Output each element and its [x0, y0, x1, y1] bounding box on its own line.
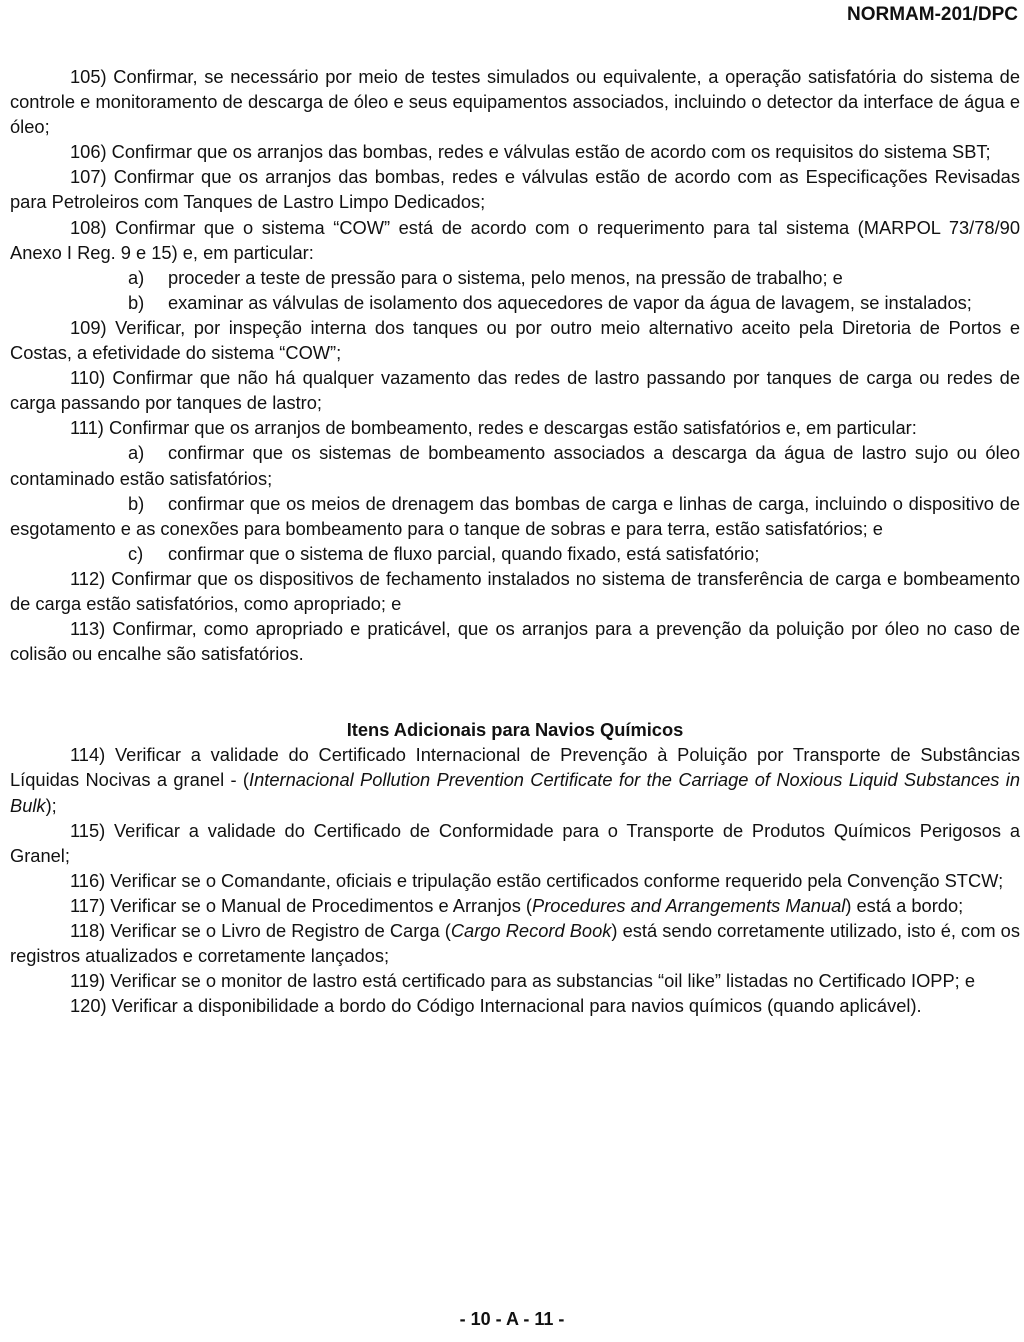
item-114 [10, 742, 1020, 817]
item-111-a [10, 440, 1020, 490]
item-111-c-text: confirmar que o sistema de fluxo parcial, quando fixado, está satisfatório; [168, 542, 760, 564]
item-111: 111) Confirmar que os arranjos de bombeamento, redes e descargas estão satisfatórios e, em particular: [70, 417, 917, 439]
item-114-text: 114) Verificar a validade do Certificado Internacional de Prevenção à Poluição por Transporte de Substâncias Líquidas Nocivas a granel - ( [10, 744, 1020, 791]
item-118-text: 118) Verificar se o Livro de Registro de Carga ( [70, 920, 451, 941]
item-109: 109) Verificar, por inspeção interna dos tanques ou por outro meio alternativo aceito pela Diretoria de Portos e Costas, a efetividade do sistema “COW”; [10, 316, 1020, 364]
item-118-english: Cargo Record Book [450, 920, 612, 941]
item-118 [10, 918, 1020, 968]
page-number: - 10 - A - 11 - [459, 1309, 565, 1329]
item-116: 116) Verificar se o Comandante, oficiais e tripulação estão certificados conforme requerido pela Convenção STCW; [70, 869, 1004, 891]
item-111-b-text: confirmar que os meios de drenagem das bombas de carga e linhas de carga, incluindo o dispositivo de esgotamento e as conexões para bombeamento para o tanque de sobras e para terra, estão satisfatórios; e [10, 492, 1020, 539]
item-114-english: Internacional Pollution Prevention Certificate for the Carriage of Noxious Liquid Substances in Bulk [10, 769, 1020, 816]
item-111-b [10, 491, 1020, 541]
item-117-english: Procedures and Arrangements Manual [532, 894, 846, 916]
document-code: NORMAM-201/DPC [846, 4, 1018, 25]
item-111-c-label: c) [128, 542, 144, 564]
item-119: 119) Verificar se o monitor de lastro está certificado para as substancias “oil like” listadas no Certificado IOPP; e [70, 970, 976, 992]
item-108-a-label: a) [128, 266, 145, 288]
item-108-a [10, 265, 1020, 290]
item-108: 108) Confirmar que o sistema “COW” está de acordo com o requerimento para tal sistema (MARPOL 73/78/90 Anexo I Reg. 9 e 15) e, em particular: [10, 216, 1020, 263]
item-118-end: ) está sendo corretamente utilizado, isto é, com os registros atualizados e corretamente lançados; [10, 920, 1020, 967]
item-108-b-label: b) [128, 291, 145, 313]
item-117-end: ) está a bordo; [845, 894, 964, 916]
item-106: 106) Confirmar que os arranjos das bombas, redes e válvulas estão de acordo com os requisitos do sistema SBT; [70, 141, 991, 163]
item-111-c [10, 541, 1020, 566]
item-105: 105) Confirmar, se necessário por meio de testes simulados ou equivalente, a operação satisfatória do sistema de controle e monitoramento de descarga de óleo e seus equipamentos associados, incluindo o detector da interface de água e óleo; [10, 66, 1020, 138]
item-108-a-text: proceder a teste de pressão para o sistema, pelo menos, na pressão de trabalho; e [168, 266, 843, 288]
section-spacer [10, 666, 1020, 717]
item-120: 120) Verificar a disponibilidade a bordo do Código Internacional para navios químicos (quando aplicável). [70, 995, 922, 1017]
item-110: 110) Confirmar que não há qualquer vazamento das redes de lastro passando por tanques de carga ou redes de carga passando por tanques de lastro; [10, 367, 1020, 414]
item-114-end: ); [45, 794, 57, 816]
item-117-text: 117) Verificar se o Manual de Procedimentos e Arranjos ( [70, 894, 533, 916]
item-111-b-label: b) [128, 492, 145, 514]
item-111-a-label: a) [128, 442, 145, 464]
section-title: Itens Adicionais para Navios Químicos [346, 719, 684, 741]
item-115: 115) Verificar a validade do Certificado de Conformidade para o Transporte de Produtos Químicos Perigosos a Granel; [10, 819, 1020, 866]
item-112: 112) Confirmar que os dispositivos de fechamento instalados no sistema de transferência de carga e bombeamento de carga estão satisfatórios, como apropriado; e [10, 567, 1020, 614]
item-111-a-text: confirmar que os sistemas de bombeamento associados a descarga da água de lastro sujo ou óleo contaminado estão satisfatórios; [10, 442, 1020, 489]
item-108-b [10, 290, 1020, 315]
item-113: 113) Confirmar, como apropriado e praticável, que os arranjos para a prevenção da poluição por óleo no caso de colisão ou encalhe são satisfatórios. [10, 618, 1020, 665]
item-108-b-text: examinar as válvulas de isolamento dos aquecedores de vapor da água de lavagem, se instalados; [168, 291, 972, 313]
document-body [10, 64, 1020, 1018]
item-117 [10, 893, 1020, 918]
item-107: 107) Confirmar que os arranjos das bombas, redes e válvulas estão de acordo com as Especificações Revisadas para Petroleiros com Tanques de Lastro Limpo Dedicados; [10, 166, 1020, 213]
